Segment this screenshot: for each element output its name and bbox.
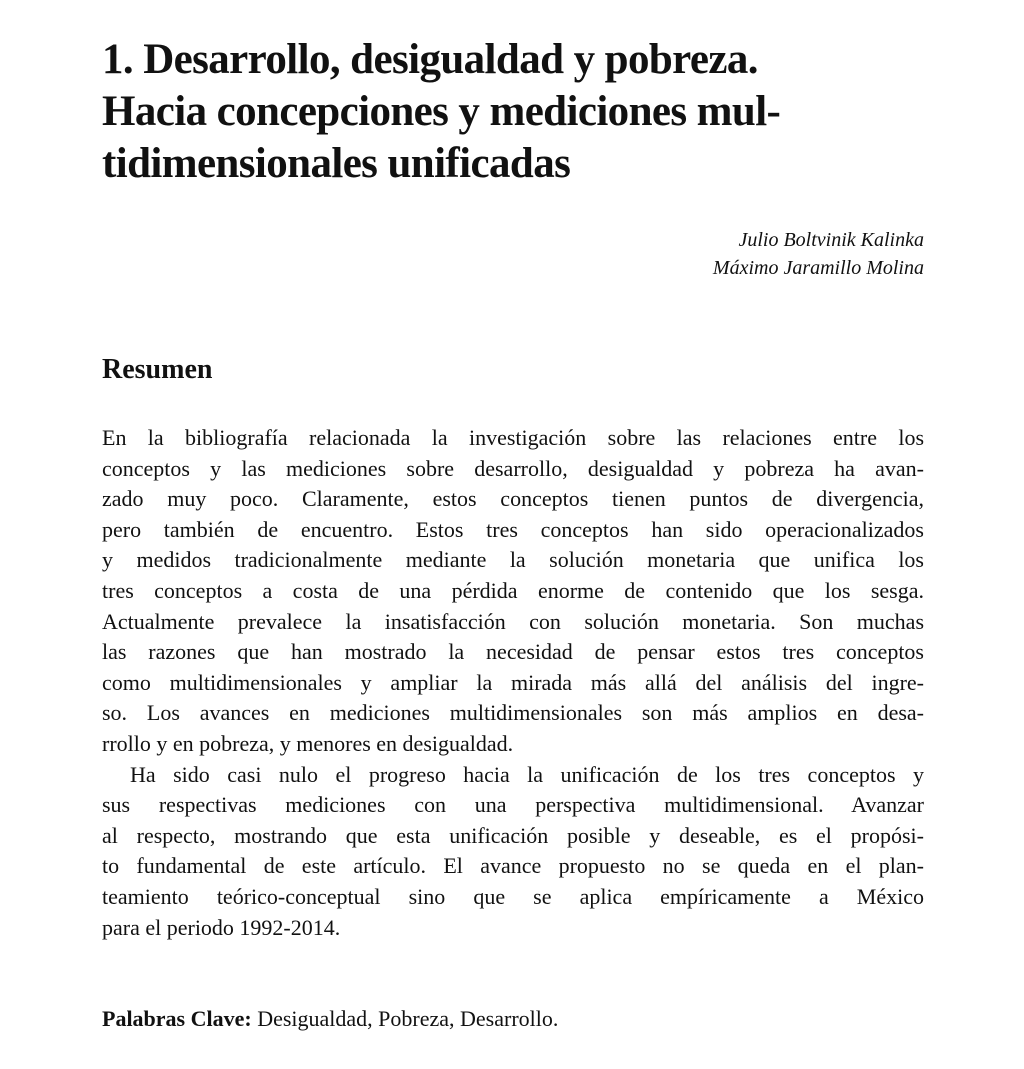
abstract-line: En la bibliografía relacionada la investigación sobre las relaciones entre los: [102, 425, 924, 450]
abstract-heading: Resumen: [102, 354, 213, 385]
abstract-paragraph: [102, 760, 924, 944]
author-list: [713, 226, 924, 282]
title-line: Hacia concepciones y mediciones mul-: [102, 88, 781, 135]
abstract-line: Ha sido casi nulo el progreso hacia la unificación de los tres conceptos y: [130, 761, 924, 787]
keywords-value: Desigualdad, Pobreza, Desarrollo.: [257, 1006, 559, 1031]
abstract-line: al respecto, mostrando que esta unificación posible y deseable, es el propósi-: [102, 822, 924, 848]
abstract-body: [102, 423, 924, 943]
title-line: tidimensionales unificadas: [102, 140, 571, 187]
keywords: [102, 1004, 558, 1034]
abstract-line: tres conceptos a costa de una pérdida enorme de contenido que los sesga.: [102, 577, 924, 603]
title-line: 1. Desarrollo, desigualdad y pobreza.: [102, 36, 758, 83]
article-title: [102, 34, 932, 190]
abstract-line: to fundamental de este artículo. El avance propuesto no se queda en el plan-: [102, 853, 924, 879]
abstract-line: sus respectivas mediciones con una perspectiva multidimensional. Avanzar: [102, 792, 924, 818]
author-name: Máximo Jaramillo Molina: [712, 257, 924, 279]
abstract-line: las razones que han mostrado la necesidad de pensar estos tres conceptos: [102, 639, 924, 665]
abstract-line: para el periodo 1992-2014.: [102, 914, 341, 940]
keywords-label: Palabras Clave:: [102, 1006, 252, 1031]
abstract-line: conceptos y las mediciones sobre desarrollo, desigualdad y pobreza ha avan-: [102, 455, 924, 481]
abstract-line: como multidimensionales y ampliar la mirada más allá del análisis del ingre-: [102, 669, 924, 695]
abstract-line: zado muy poco. Claramente, estos conceptos tienen puntos de divergencia,: [102, 486, 924, 512]
abstract-line: teamiento teórico-conceptual sino que se aplica empíricamente a México: [102, 883, 924, 909]
abstract-line: rrollo y en pobreza, y menores en desigualdad.: [102, 730, 514, 756]
author-name: Julio Boltvinik Kalinka: [738, 229, 924, 251]
abstract-line: so. Los avances en mediciones multidimensionales son más amplios en desa-: [102, 700, 924, 726]
abstract-line: pero también de encuentro. Estos tres conceptos han sido operacionalizados: [102, 516, 924, 542]
abstract-paragraph: [102, 423, 924, 760]
abstract-line: y medidos tradicionalmente mediante la solución monetaria que unifica los: [102, 547, 924, 573]
abstract-line: Actualmente prevalece la insatisfacción con solución monetaria. Son muchas: [102, 608, 924, 634]
